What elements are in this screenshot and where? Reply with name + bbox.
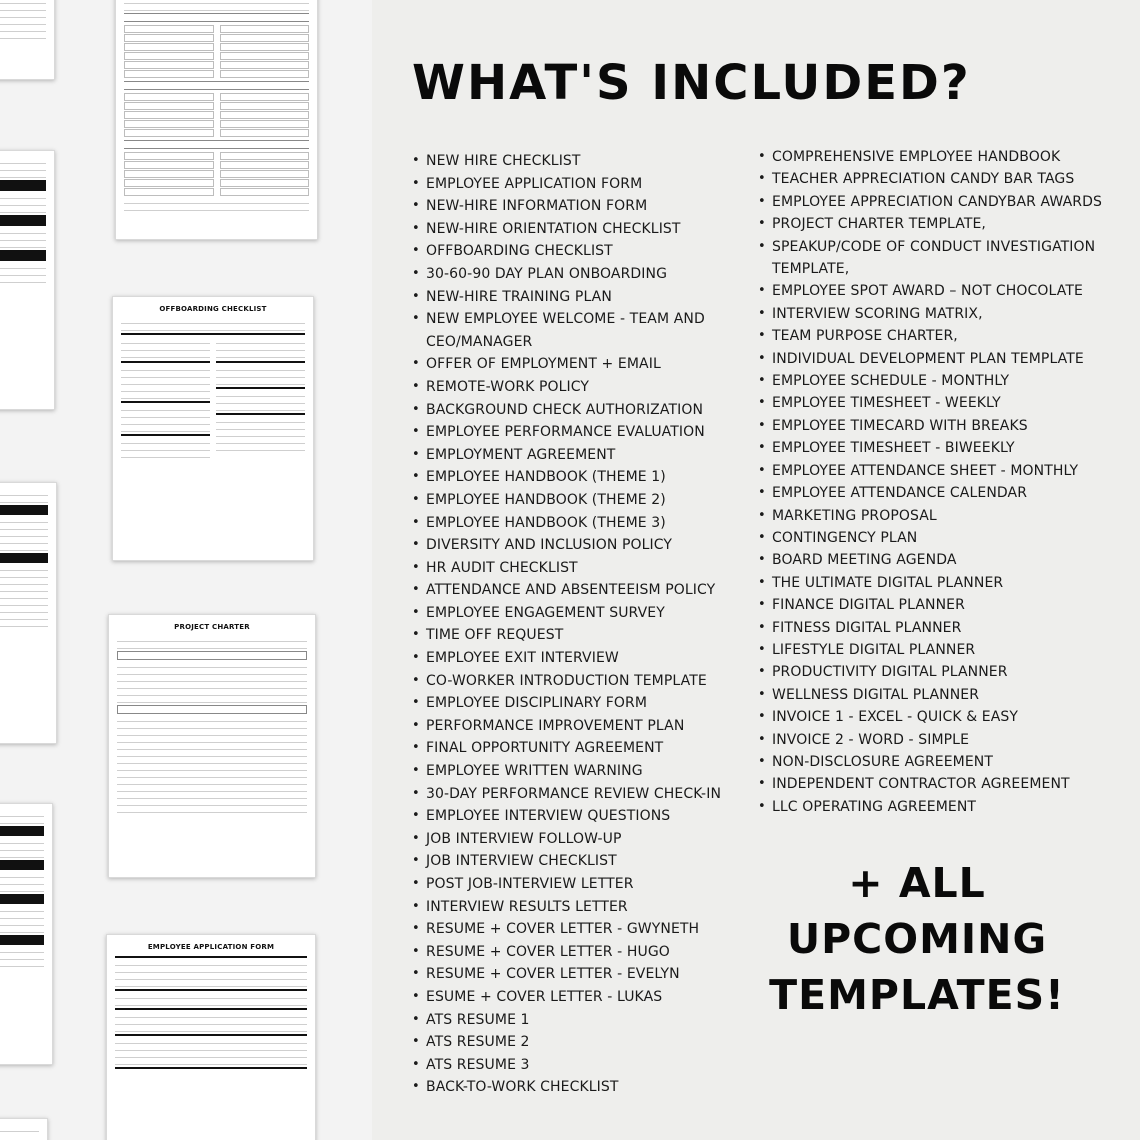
doc-thumbnail-partial [0,0,55,80]
list-item: • JOB INTERVIEW CHECKLIST [412,850,726,873]
list-item: • NEW EMPLOYEE WELCOME - TEAM AND CEO/MANAGER [412,308,726,353]
list-item: • EMPLOYEE SPOT AWARD – NOT CHOCOLATE [758,280,1132,302]
list-item: • REMOTE-WORK POLICY [412,376,726,399]
list-item: • EMPLOYEE INTERVIEW QUESTIONS [412,805,726,828]
doc-thumbnail-orientation-checklist [115,0,318,240]
list-item: • LLC OPERATING AGREEMENT [758,796,1132,818]
list-item: • WELLNESS DIGITAL PLANNER [758,684,1132,706]
list-item: • OFFBOARDING CHECKLIST [412,240,726,263]
list-item: • TEAM PURPOSE CHARTER, [758,325,1132,347]
list-item: • PERFORMANCE IMPROVEMENT PLAN [412,715,726,738]
list-item: • EMPLOYEE ENGAGEMENT SURVEY [412,602,726,625]
list-item: • EMPLOYMENT AGREEMENT [412,444,726,467]
list-item: • TEACHER APPRECIATION CANDY BAR TAGS [758,168,1132,190]
list-item: • 30-DAY PERFORMANCE REVIEW CHECK-IN [412,783,726,806]
list-item: • ATS RESUME 1 [412,1009,726,1032]
list-item: • EMPLOYEE PERFORMANCE EVALUATION [412,421,726,444]
list-item: • OFFER OF EMPLOYMENT + EMAIL [412,353,726,376]
list-item: • BACK-TO-WORK CHECKLIST [412,1076,726,1099]
list-item: • EMPLOYEE ATTENDANCE SHEET - MONTHLY [758,460,1132,482]
doc-thumbnail-application-form [106,934,316,1140]
list-item: • TIME OFF REQUEST [412,624,726,647]
list-item: • EMPLOYEE SCHEDULE - MONTHLY [758,370,1132,392]
list-item: • EMPLOYEE HANDBOOK (THEME 3) [412,512,726,535]
list-item: • FINANCE DIGITAL PLANNER [758,594,1132,616]
list-item: • RESUME + COVER LETTER - HUGO [412,941,726,964]
page-title: WHAT'S INCLUDED? [412,55,971,111]
application-doc-title: EMPLOYEE APPLICATION FORM [147,943,275,951]
offboarding-doc-title: OFFBOARDING CHECKLIST [159,305,267,313]
list-item: • 30-60-90 DAY PLAN ONBOARDING [412,263,726,286]
included-list-panel [372,0,1140,1140]
included-list-column-1 [412,150,726,1099]
list-item: • ESUME + COVER LETTER - LUKAS [412,986,726,1009]
list-item: • EMPLOYEE WRITTEN WARNING [412,760,726,783]
list-item: • MARKETING PROPOSAL [758,505,1132,527]
list-item: • NEW-HIRE ORIENTATION CHECKLIST [412,218,726,241]
list-item: • POST JOB-INTERVIEW LETTER [412,873,726,896]
list-item: • BOARD MEETING AGENDA [758,549,1132,571]
list-item: • EMPLOYEE TIMECARD WITH BREAKS [758,415,1132,437]
list-item: • EMPLOYEE ATTENDANCE CALENDAR [758,482,1132,504]
list-item: • ATS RESUME 3 [412,1054,726,1077]
list-item: • ATTENDANCE AND ABSENTEEISM POLICY [412,579,726,602]
doc-thumbnail-project-charter [108,614,316,878]
list-item: • JOB INTERVIEW FOLLOW-UP [412,828,726,851]
project-charter-doc-title: PROJECT CHARTER [174,623,250,631]
list-item: • EMPLOYEE APPLICATION FORM [412,173,726,196]
list-item: • NON-DISCLOSURE AGREEMENT [758,751,1132,773]
list-item: • INDEPENDENT CONTRACTOR AGREEMENT [758,773,1132,795]
list-item: • EMPLOYEE DISCIPLINARY FORM [412,692,726,715]
list-item: • INVOICE 1 - EXCEL - QUICK & EASY [758,706,1132,728]
upcoming-line-3: TEMPLATES! [769,971,1065,1019]
included-list-column-2 [758,146,1132,818]
list-item: • BACKGROUND CHECK AUTHORIZATION [412,399,726,422]
list-item: • PROJECT CHARTER TEMPLATE, [758,213,1132,235]
list-item: • HR AUDIT CHECKLIST [412,557,726,580]
list-item: • LIFESTYLE DIGITAL PLANNER [758,639,1132,661]
list-item: • NEW-HIRE TRAINING PLAN [412,286,726,309]
doc-thumbnail-partial [0,1118,48,1140]
upcoming-line-1: + ALL [848,859,986,907]
doc-thumbnail-partial [0,482,57,744]
list-item: • SPEAKUP/CODE OF CONDUCT INVESTIGATION TEMPLATE, [758,236,1132,281]
list-item: • EMPLOYEE APPRECIATION CANDYBAR AWARDS [758,191,1132,213]
list-item: • INTERVIEW SCORING MATRIX, [758,303,1132,325]
doc-thumbnail-offboarding [112,296,314,561]
list-item: • RESUME + COVER LETTER - EVELYN [412,963,726,986]
list-item: • CONTINGENCY PLAN [758,527,1132,549]
list-item: • PRODUCTIVITY DIGITAL PLANNER [758,661,1132,683]
list-item: • EMPLOYEE TIMESHEET - BIWEEKLY [758,437,1132,459]
list-item: • COMPREHENSIVE EMPLOYEE HANDBOOK [758,146,1132,168]
list-item: • NEW-HIRE INFORMATION FORM [412,195,726,218]
doc-thumbnail-partial [0,803,53,1065]
list-item: • INVOICE 2 - WORD - SIMPLE [758,729,1132,751]
list-item: • INTERVIEW RESULTS LETTER [412,896,726,919]
list-item: • INDIVIDUAL DEVELOPMENT PLAN TEMPLATE [758,348,1132,370]
list-item: • EMPLOYEE TIMESHEET - WEEKLY [758,392,1132,414]
doc-thumbnail-partial [0,150,55,410]
list-item: • EMPLOYEE HANDBOOK (THEME 2) [412,489,726,512]
upcoming-line-2: UPCOMING [786,915,1048,963]
list-item: • EMPLOYEE HANDBOOK (THEME 1) [412,466,726,489]
list-item: • RESUME + COVER LETTER - GWYNETH [412,918,726,941]
list-item: • EMPLOYEE EXIT INTERVIEW [412,647,726,670]
list-item: • FINAL OPPORTUNITY AGREEMENT [412,737,726,760]
list-item: • THE ULTIMATE DIGITAL PLANNER [758,572,1132,594]
list-item: • NEW HIRE CHECKLIST [412,150,726,173]
template-previews-panel [0,0,372,1140]
upcoming-templates-callout [747,855,1087,1023]
list-item: • DIVERSITY AND INCLUSION POLICY [412,534,726,557]
list-item: • FITNESS DIGITAL PLANNER [758,617,1132,639]
list-item: • CO-WORKER INTRODUCTION TEMPLATE [412,670,726,693]
list-item: • ATS RESUME 2 [412,1031,726,1054]
